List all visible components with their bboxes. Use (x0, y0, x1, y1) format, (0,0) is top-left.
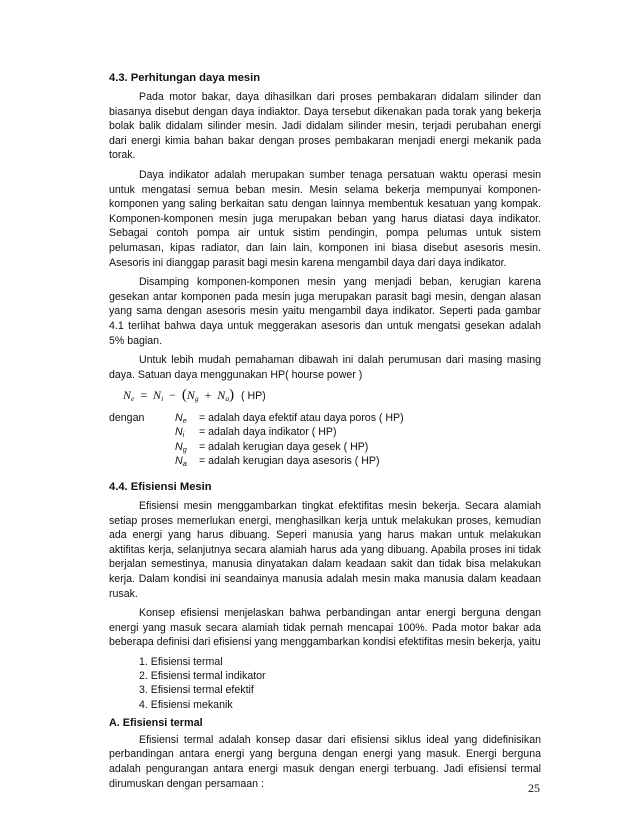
paragraph: Disamping komponen-komponen mesin yang menjadi beban, kerugian karena gesekan antar komponen pada mesin juga merupakan parasit bagi mesin, dengan alasan yang sama dengan asesoris mesin yaitu mengambil daya indikator. Seperti pada gambar 4.1 terlihat bahwa daya untuk meggerakan asesoris dan untuk mengatsi gesekan adalah 5% bagian. (109, 276, 541, 347)
formula-close-paren: ) (229, 387, 235, 404)
paragraph: Daya indikator adalah merupakan sumber tenaga persatuan waktu operasi mesin untuk mengatasi semua beban mesin. Mesin selama bekerja mempunyai komponen-komponen yang saling berkaitan satu dengan lainnya membentuk kesatuan yang kompak. Komponen-komponen mesin juga merupakan beban yang harus diatasi daya indikator. Sebagai contoh pompa air untuk sistim pendingin, pompa pelumas untuk sistem pelumasan, kipas radiator, dan lain lain, komponen ini biasa disebut asesoris mesin. Asesoris ini dianggap parasit bagi mesin karena mengambil daya dari daya indikator. (109, 168, 541, 269)
power-formula (123, 387, 541, 403)
paragraph: Efisiensi termal adalah konsep dasar dari efisiensi siklus ideal yang didefinisikan perbandingan antara energi yang berguna dengan energi yang masuk. Energi berguna adalah pengurangan antara energi masuk dengan energi terbuang. Jadi efisiensi termal dirumuskan dengan persamaan : (109, 733, 541, 790)
definition-row: $N_g$ = adalah kerugian daya gesek ( HP) (175, 440, 369, 454)
paragraph: Untuk lebih mudah pemahaman dibawah ini dalah perumusan dari masing masing daya. Satuan daya menggunakan HP( hourse power ) (109, 354, 541, 381)
formula-open-paren: ( (181, 387, 187, 404)
definition-row: dengan $N_e$ = adalah daya efektif atau daya poros ( HP) (109, 412, 404, 426)
formula-equals: = (140, 388, 148, 403)
definition-row: $N_i$ = adalah daya indikator ( HP) (175, 426, 337, 440)
efficiency-types-list (139, 655, 541, 712)
list-item: 4. Efisiensi mekanik (139, 698, 233, 711)
paragraph: Pada motor bakar, daya dihasilkan dari proses pembakaran didalam silinder dan biasanya disebut dengan daya indiaktor. Daya tersebut dikenakan pada torak yang bekerja bolak balik didalam silinder mesin. Jadi didalam silinder mesin, terjadi perubahan energi dari energi kimia bahan bakar dengan proses pembakaran menjadi energi mekanik pada torak. (109, 91, 541, 162)
formula-ng: $N_g$ (186, 388, 199, 404)
paragraph: Konsep efisiensi menjelaskan bahwa perbandingan antar energi berguna dengan energi yang masuk secara alamiah tidak pernah mencapai 100%. Pada motor bakar ada beberapa definisi dari efisiensi yang menggambarkan kondisi efektifitas mesin bekerja, yaitu (109, 607, 541, 649)
definitions-list (109, 411, 541, 468)
page-number: 25 (528, 781, 540, 795)
list-item: 1. Efisiensi termal (139, 656, 223, 669)
section-heading-4-3: 4.3. Perhitungan daya mesin (109, 72, 261, 84)
section-heading-4-4: 4.4. Efisiensi Mesin (109, 481, 212, 494)
paragraph: Efisiensi mesin menggambarkan tingkat efektifitas mesin bekerja. Secara alamiah setiap proses memerlukan energi, menghasilkan kerja untuk melakukan proses, kemudian ada energi yang harus dibuang. Seperi manusia yang harus makan untuk melakukan aktifitas kerja, selanjutnya secara alamiah harus ada yang dibuang. Apabila proses ini tidak berjalan semestinya, manusia dinyatakan dalam keadaan sakit dan tidak bisa melakukan kerja. Dalam kondisi ini seandainya manusia adalah mesin maka manusia dalam keadaan rusak. (109, 500, 541, 600)
formula-unit: ( HP) (241, 390, 266, 403)
formula-na: $N_a$ (217, 388, 230, 404)
list-item: 2. Efisiensi termal indikator (139, 670, 266, 683)
formula-ne: $N_e$ (123, 388, 135, 404)
list-item: 3. Efisiensi termal efektif (139, 684, 254, 697)
formula-minus: − (169, 388, 176, 403)
formula-plus: + (204, 388, 212, 403)
formula-ni: $N_i$ (153, 388, 164, 404)
subsection-heading-a: A. Efisiensi termal (109, 716, 203, 729)
definition-row: $N_a$ = adalah kerugian daya asesoris ( HP) (175, 454, 380, 468)
page-content (109, 71, 541, 796)
